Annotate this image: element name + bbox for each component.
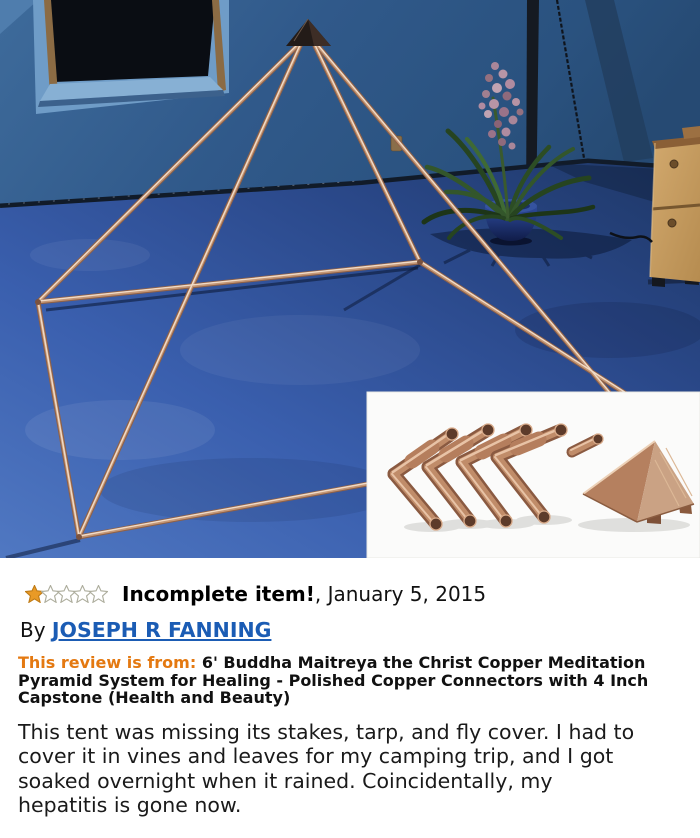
window — [33, 0, 229, 114]
review-date: , January 5, 2015 — [314, 582, 487, 606]
inset-product-image — [367, 392, 700, 558]
drawer-knob — [668, 219, 676, 227]
box-on-cabinet — [682, 126, 700, 139]
drawer-knob — [670, 160, 678, 168]
window-glass — [48, 0, 215, 82]
product-title: 6' Buddha Maitreya the Christ Copper Meditation Pyramid System for Healing - Polished Copper Connectors with 4 Inch Capstone (Health and Beauty) — [18, 653, 649, 707]
star-rating — [25, 585, 105, 603]
review-title: Incomplete item! — [122, 582, 315, 606]
author-link[interactable]: JOSEPH R FANNING — [51, 618, 272, 642]
review-from-block — [18, 654, 658, 707]
review-title-row — [25, 584, 682, 604]
star-empty-icon — [89, 585, 108, 603]
cabinet — [648, 126, 700, 287]
byline — [20, 618, 682, 642]
review-body-text: This tent was missing its stakes, tarp, and fly cover. I had to cover it in vines and leaves for my camping trip, and I got soaked overnight when it rained. Coincidentally, my hepatitis is gone now. — [18, 719, 635, 817]
byline-prefix: By — [20, 618, 52, 642]
review-from-label: This review is from: — [18, 653, 197, 672]
review-section — [0, 558, 700, 818]
